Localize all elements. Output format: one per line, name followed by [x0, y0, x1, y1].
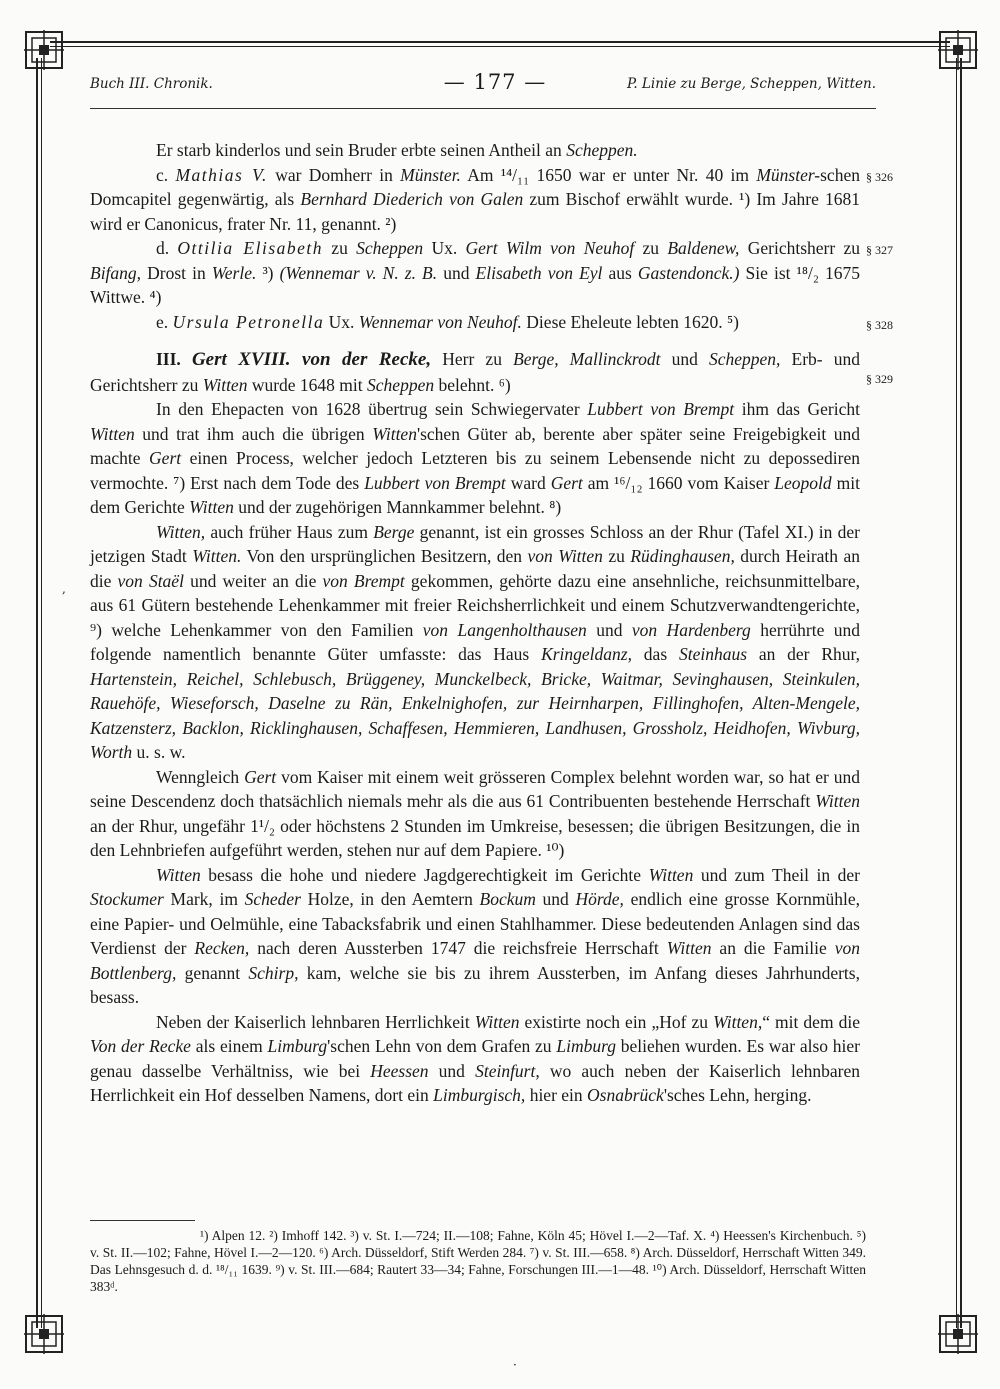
margin-tick-mark: , [62, 582, 66, 596]
footnote-rule [90, 1220, 195, 1221]
stray-mark: · [513, 1358, 517, 1372]
corner-ornament-top-left-icon [22, 28, 66, 72]
frame-left-line [36, 58, 38, 1328]
estate-list: Hartenstein, Reichel, Schlebusch, Brüggeney, Munckelbeck, Bricke, Waitmar, Sevinghausen, Steinkulen, Rauehöfe, Wieseforsch, Daselne zu Rän, Enkelnighofen, zur Heirnharpen, Fillinghofen, Alten-Mengele, Katzensterz, Backlon, Ricklinghausen, Schaffesen, Hemmieren, Landhusen, Grossholz, Heidhofen, Wivburg, Worth [90, 668, 860, 762]
header-right: P. Linie zu Berge, Scheppen, Witten. [626, 76, 876, 92]
paragraph-neben: Neben der Kaiserlich lehnbaren Herrlichkeit Witten existirte noch ein „Hof zu Witten,“ mit dem die Von der Recke als einem Limburg'schen Lehn von dem Grafen zu Limburg beliehen wurden. Es war also hier genau dasselbe Verhältniss, wie bei Heessen und Steinfurt, wo auch neben der Kaiserlich lehnbaren Herrlichkeit ein Hof desselben Namens, dort ein Limburgisch, hier ein Osnabrück'sches Lehn, herging. [90, 1011, 861, 1105]
header-rule [90, 108, 876, 109]
paragraph-b-end: Er starb kinderlos und sein Bruder erbte seinen Antheil an Scheppen. [156, 140, 638, 160]
footnote-text: ¹) Alpen 12. ²) Imhoff 142. ³) v. St. I.—724; II.—108; Fahne, Köln 45; Hövel I.—2—Taf. X. ⁴) Heessen's Kirchenbuch. ⁵) v. St. II.—102; Fahne, Hövel I.—2—120. ⁶) Arch. Düsseldorf, Stift Werden 284. ⁷) v. St. III.—658. ⁸) Arch. Düsseldorf, Herrschaft Witten 349. Das Lehnsgesuch d. d. ¹⁸/₁₁ 1639. ⁹) v. St. III.—684; Rautert 33—34; Fahne, Forschungen III.—1—48. ¹⁰) Arch. Düsseldorf, Herrschaft Witten 383ᵈ. [90, 1228, 866, 1294]
main-text [90, 138, 860, 1108]
frame-top-line [50, 41, 950, 43]
running-header [90, 70, 876, 100]
paragraph-witten-schloss: Witten, auch früher Haus zum Berge genannt, ist ein grosses Schloss an der Rhur (Tafel XI.) in der jetzigen Stadt Witten. Von den ursprünglichen Besitzern, den von Witten zu Rüdinghausen, durch Heirath an die von Staël und weiter an die von Brempt gekommen, gehörte dazu eine ansehnliche, reichsunmittelbare, aus 61 Gütern bestehende Lehenkammer mit freier Reichsherrlichkeit und einem Schutzverwandtengerichte, ⁹) welche Lehenkammer von den Familien von Langenholthausen und von Hardenberg herrührte und folgende namentlich benannte Güter umfasste: das Haus Kringeldanz, das Steinhaus an der Rhur, Hartenstein, Reichel, Schlebusch, Brüggeney, Munckelbeck, Bricke, Waitmar, Sevinghausen, Steinkulen, Rauehöfe, Wieseforsch, Daselne zu Rän, Enkelnighofen, zur Heirnharpen, Fillinghofen, Alten-Mengele, Katzensterz, Backlon, Ricklinghausen, Schaffesen, Hemmieren, Landhusen, Grossholz, Heidhofen, Wivburg, Worth u. s. w. [90, 521, 861, 762]
margin-section-329: § 329 [866, 372, 893, 386]
footnotes [90, 1227, 866, 1295]
page-number: — 177 — [443, 70, 547, 94]
section-heading-gert-xviii: III. Gert XVIII. von der Recke, Herr zu Berge, Mallinckrodt und Scheppen, Erb- und Gerichtsherr zu Witten wurde 1648 mit Scheppen belehnt. ⁶) [90, 349, 861, 395]
person-name-ursula: Ursula Petronella [172, 311, 325, 332]
person-name-ottilia: Ottilia Elisabeth [177, 238, 324, 258]
frame-top-line-inner [50, 46, 950, 47]
paragraph-jagdgerechtigkeit: Witten besass die hohe und niedere Jagdgerechtigkeit im Gerichte Witten und zum Theil in der Stockumer Mark, im Scheder Holze, in den Aemtern Bockum und Hörde, endlich eine grosse Kornmühle, eine Papier- und Oelmühle, eine Tabacksfabrik und einen Stahlhammer. Diese bedeutenden Anlagen sind das Verdienst der Recken, nach deren Aussterben 1747 die reichsfreie Herrschaft Witten an die Familie von Bottlenberg, genannt Schirp, kam, welche sie bis zu ihrem Aussterben, im Anfang dieses Jahrhunderts, besass. [90, 864, 860, 1007]
margin-section-328: § 328 [866, 318, 893, 332]
frame-right-line-inner [956, 58, 957, 1328]
margin-section-327: § 327 [866, 243, 893, 257]
header-left: Buch III. Chronik. [90, 76, 213, 92]
corner-ornament-bottom-right-icon [936, 1312, 980, 1356]
paragraph-ehepacten: In den Ehepacten von 1628 übertrug sein Schwiegervater Lubbert von Brempt ihm das Gericht Witten und trat ihm auch die übrigen Witten'schen Güter ab, berente aber später seine Freigebigkeit und machte Gert einen Process, welcher jedoch Letzteren bis zu seinem Lebensende nicht zu depossediren vermochte. ⁷) Erst nach dem Tode des Lubbert von Brempt ward Gert am ¹⁶/₁₂ 1660 vom Kaiser Leopold mit dem Gerichte Witten und der zugehörigen Mannkammer belehnt. ⁸) [90, 399, 860, 517]
corner-ornament-bottom-left-icon [22, 1312, 66, 1356]
frame-left-line-inner [41, 58, 42, 1328]
person-name-mathias: Mathias V. [175, 164, 268, 185]
paragraph-item-d: d. Ottilia Elisabeth zu Scheppen Ux. Gert Wilm von Neuhof zu Baldenew, Gerichtsherr zu Bifang, Drost in Werle. ³) (Wennemar v. N. z. B. und Elisabeth von Eyl aus Gastendonck.) Sie ist ¹⁸/₂ 1675 Wittwe. ⁴) [90, 238, 861, 307]
paragraph-item-e: e. Ursula Petronella Ux. Wennemar von Neuhof. Diese Eheleute lebten 1620. ⁵) [156, 311, 739, 332]
margin-section-326: § 326 [866, 170, 893, 184]
paragraph-item-c: c. Mathias V. war Domherr in Münster. Am ¹⁴/₁₁ 1650 war er unter Nr. 40 im Münster-schen Domcapitel gegenwärtig, als Bernhard Diederich von Galen zum Bischof erwählt wurde. ¹) Im Jahre 1681 wird er Canonicus, frater Nr. 11, genannt. ²) [90, 164, 861, 234]
paragraph-wenngleich: Wenngleich Gert vom Kaiser mit einem weit grösseren Complex belehnt worden war, so hat er und seine Descendenz doch thatsächlich niemals mehr als die aus 61 Contribuenten bestehende Herrschaft Witten an der Rhur, ungefähr 1¹/₂ oder höchstens 2 Stunden im Umkreise, besessen; die übrigen Besitzungen, die in den Lehnbriefen aufgeführt werden, stehen nur auf dem Papiere. ¹⁰) [90, 766, 860, 860]
corner-ornament-top-right-icon [936, 28, 980, 72]
heading-name: Gert XVIII. von der Recke, [191, 349, 432, 370]
frame-right-line [960, 58, 962, 1328]
